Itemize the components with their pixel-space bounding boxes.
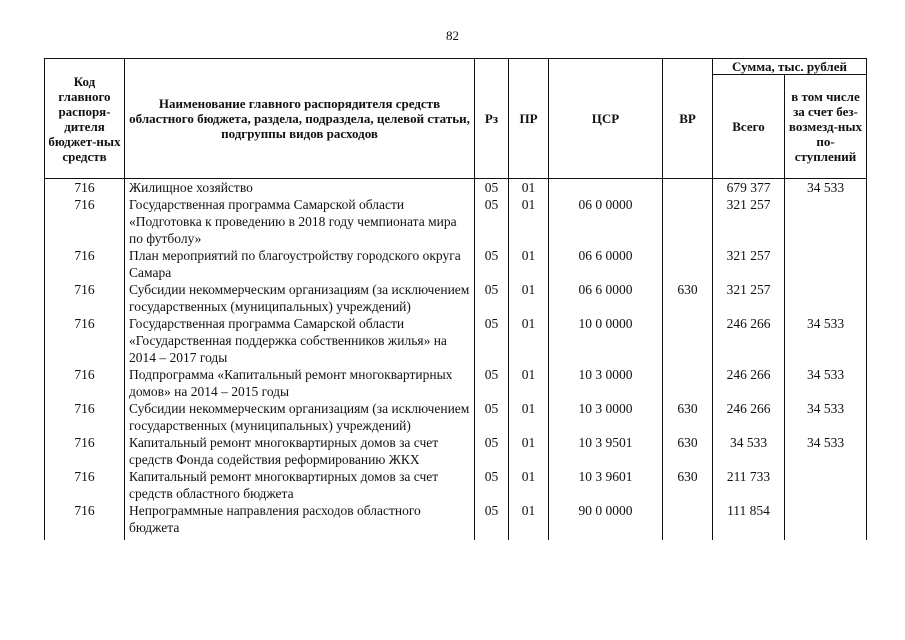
- header-pr: ПР: [509, 59, 549, 179]
- cell-vr: [663, 196, 713, 247]
- header-rz: Рз: [475, 59, 509, 179]
- cell-total: 34 533: [713, 434, 785, 468]
- cell-name: Капитальный ремонт многоквартирных домов за счет средств Фонда содействия реформированию ЖКХ: [125, 434, 475, 468]
- cell-incl: 34 533: [785, 434, 867, 468]
- cell-csr: 10 0 0000: [549, 315, 663, 366]
- cell-vr: 630: [663, 434, 713, 468]
- cell-rz: 05: [475, 434, 509, 468]
- cell-pr: 01: [509, 434, 549, 468]
- cell-incl: [785, 468, 867, 502]
- cell-csr: 10 3 0000: [549, 366, 663, 400]
- cell-incl: [785, 196, 867, 247]
- cell-vr: 630: [663, 468, 713, 502]
- cell-incl: 34 533: [785, 366, 867, 400]
- cell-pr: 01: [509, 400, 549, 434]
- table-row: [45, 281, 867, 315]
- cell-rz: 05: [475, 179, 509, 197]
- cell-name: Подпрограмма «Капитальный ремонт многоквартирных домов» на 2014 – 2015 годы: [125, 366, 475, 400]
- cell-pr: 01: [509, 281, 549, 315]
- cell-name: Государственная программа Самарской области «Подготовка к проведению в 2018 году чемпионата мира по футболу»: [125, 196, 475, 247]
- cell-code: 716: [45, 366, 125, 400]
- cell-csr: 10 3 9601: [549, 468, 663, 502]
- header-total: Всего: [713, 75, 785, 179]
- cell-name: Субсидии некоммерческим организациям (за исключением государственных (муниципальных) учреждений): [125, 281, 475, 315]
- cell-rz: 05: [475, 247, 509, 281]
- cell-vr: 630: [663, 400, 713, 434]
- cell-total: 211 733: [713, 468, 785, 502]
- cell-total: 246 266: [713, 366, 785, 400]
- cell-code: 716: [45, 400, 125, 434]
- cell-code: 716: [45, 434, 125, 468]
- table-row: [45, 247, 867, 281]
- cell-incl: 34 533: [785, 179, 867, 197]
- cell-code: 716: [45, 196, 125, 247]
- cell-pr: 01: [509, 315, 549, 366]
- cell-code: 716: [45, 247, 125, 281]
- cell-name: План мероприятий по благоустройству городского округа Самара: [125, 247, 475, 281]
- cell-code: 716: [45, 281, 125, 315]
- cell-name: Капитальный ремонт многоквартирных домов за счет средств областного бюджета: [125, 468, 475, 502]
- cell-pr: 01: [509, 468, 549, 502]
- cell-vr: [663, 247, 713, 281]
- cell-pr: 01: [509, 502, 549, 540]
- cell-incl: [785, 502, 867, 540]
- table-row: [45, 434, 867, 468]
- header-name: Наименование главного распорядителя средств областного бюджета, раздела, подраздела, целевой статьи, подгруппы видов расходов: [125, 59, 475, 179]
- header-vr: ВР: [663, 59, 713, 179]
- header-sum-group: Сумма, тыс. рублей: [713, 59, 867, 75]
- header-code: Код главного распоря-дителя бюджет-ных средств: [45, 59, 125, 179]
- cell-incl: [785, 247, 867, 281]
- cell-rz: 05: [475, 502, 509, 540]
- cell-csr: 90 0 0000: [549, 502, 663, 540]
- cell-rz: 05: [475, 315, 509, 366]
- cell-code: 716: [45, 315, 125, 366]
- cell-code: 716: [45, 502, 125, 540]
- table-header: [45, 59, 867, 179]
- cell-csr: 10 3 9501: [549, 434, 663, 468]
- cell-name: Непрограммные направления расходов областного бюджета: [125, 502, 475, 540]
- cell-vr: [663, 315, 713, 366]
- page-number: 82: [446, 28, 459, 43]
- cell-incl: 34 533: [785, 400, 867, 434]
- cell-csr: [549, 179, 663, 197]
- cell-incl: 34 533: [785, 315, 867, 366]
- table-body: [45, 179, 867, 541]
- cell-total: 679 377: [713, 179, 785, 197]
- cell-vr: 630: [663, 281, 713, 315]
- cell-csr: 06 6 0000: [549, 281, 663, 315]
- header-incl: в том числе за счет без-возмезд-ных по-ступлений: [785, 75, 867, 179]
- table-row: [45, 196, 867, 247]
- table-row: [45, 400, 867, 434]
- cell-total: 321 257: [713, 247, 785, 281]
- cell-rz: 05: [475, 281, 509, 315]
- cell-incl: [785, 281, 867, 315]
- budget-table: [44, 58, 867, 540]
- cell-name: Государственная программа Самарской области «Государственная поддержка собственников жилья» на 2014 – 2017 годы: [125, 315, 475, 366]
- cell-pr: 01: [509, 196, 549, 247]
- cell-vr: [663, 502, 713, 540]
- cell-code: 716: [45, 468, 125, 502]
- cell-rz: 05: [475, 366, 509, 400]
- cell-total: 321 257: [713, 281, 785, 315]
- cell-rz: 05: [475, 196, 509, 247]
- cell-total: 246 266: [713, 315, 785, 366]
- table-row: [45, 366, 867, 400]
- cell-pr: 01: [509, 247, 549, 281]
- cell-rz: 05: [475, 400, 509, 434]
- header-csr: ЦСР: [549, 59, 663, 179]
- cell-code: 716: [45, 179, 125, 197]
- cell-name: Субсидии некоммерческим организациям (за исключением государственных (муниципальных) учреждений): [125, 400, 475, 434]
- cell-pr: 01: [509, 179, 549, 197]
- cell-total: 111 854: [713, 502, 785, 540]
- cell-rz: 05: [475, 468, 509, 502]
- cell-csr: 10 3 0000: [549, 400, 663, 434]
- table-row: [45, 315, 867, 366]
- table-row: [45, 179, 867, 197]
- cell-total: 246 266: [713, 400, 785, 434]
- table-row: [45, 468, 867, 502]
- cell-pr: 01: [509, 366, 549, 400]
- cell-total: 321 257: [713, 196, 785, 247]
- cell-vr: [663, 179, 713, 197]
- cell-name: Жилищное хозяйство: [125, 179, 475, 197]
- cell-csr: 06 6 0000: [549, 247, 663, 281]
- cell-vr: [663, 366, 713, 400]
- table-row: [45, 502, 867, 540]
- cell-csr: 06 0 0000: [549, 196, 663, 247]
